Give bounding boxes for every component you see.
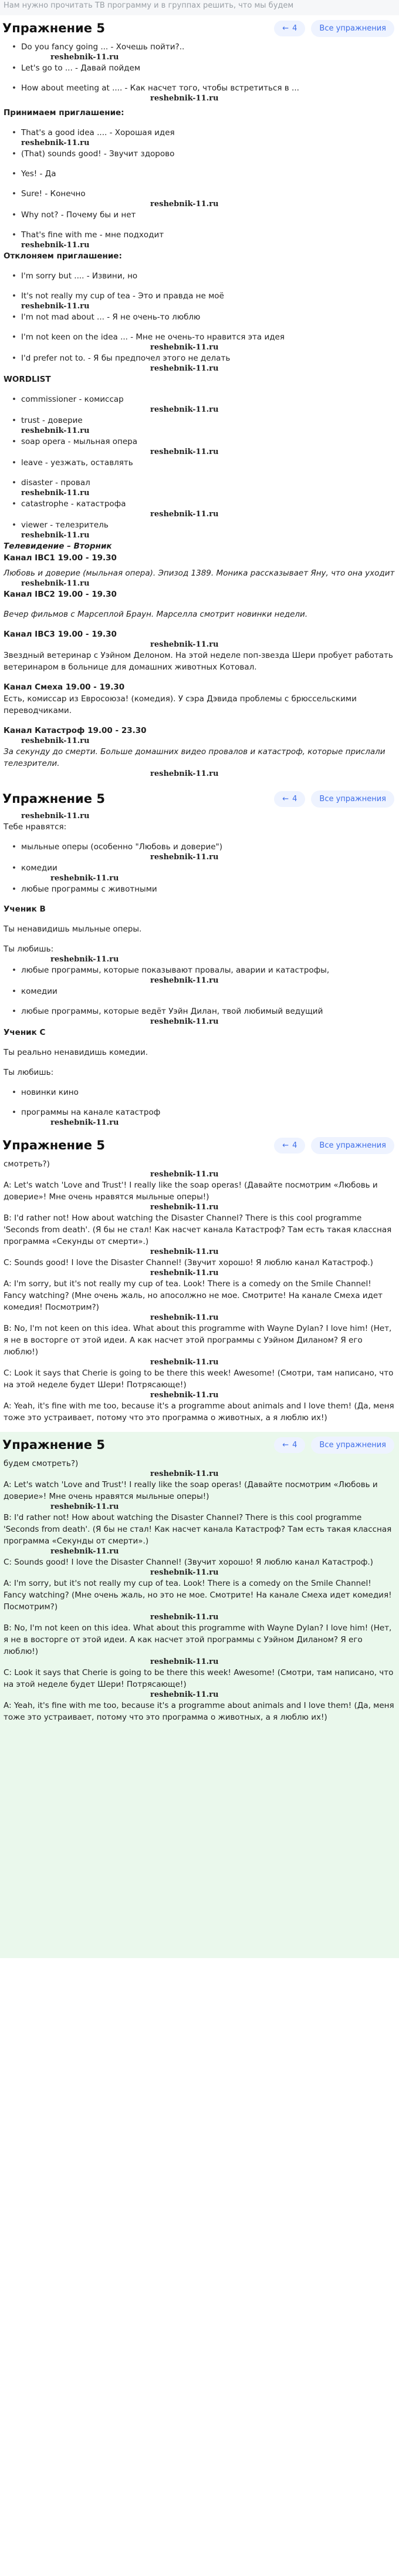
section-heading: WORDLIST [4, 375, 51, 384]
all-exercises-button[interactable]: Все упражнения [311, 20, 394, 37]
list-item: • (That) sounds good! - Звучит здорово [4, 148, 395, 160]
panel-title: Упражнение 5 [2, 21, 105, 35]
watermark: reshebnik-11.ru [150, 1247, 219, 1256]
text-line: Ты ненавидишь мыльные оперы. [4, 924, 142, 934]
arrow-left-icon: ← [282, 1141, 289, 1150]
list-item: • I'm sorry but .... - Извини, но [4, 270, 395, 282]
list-item: • I'm not keen on the idea ... - Мне не очень-то нравится эта идея [4, 331, 395, 343]
all-exercises-button[interactable]: Все упражнения [311, 1137, 394, 1154]
text-line: Ты любишь: [4, 944, 54, 954]
watermark: reshebnik-11.ru [150, 1358, 219, 1367]
channel-heading: Канал IBC3 19.00 - 19.30 [4, 630, 117, 639]
watermark: reshebnik-11.ru [150, 769, 219, 778]
list-item: • Yes! - Да [4, 168, 395, 180]
watermark: reshebnik-11.ru [50, 1118, 119, 1127]
list-item: • Sure! - Конечно [4, 188, 395, 200]
watermark: reshebnik-11.ru [150, 853, 219, 862]
list-item: • комедии [4, 862, 395, 874]
watermark: reshebnik-11.ru [21, 489, 90, 497]
arrow-left-icon: ← [282, 1440, 289, 1450]
watermark: reshebnik-11.ru [150, 1613, 219, 1622]
list-item: • Why not? - Почему бы и нет [4, 209, 395, 221]
exercise-panel-1 [0, 15, 399, 779]
watermark: reshebnik-11.ru [21, 812, 90, 820]
watermark: reshebnik-11.ru [50, 874, 119, 883]
panel-header [0, 1432, 399, 1458]
list-item: • новинки кино [4, 1087, 395, 1098]
section-heading: Телевидение – Вторник [4, 542, 112, 551]
watermark: reshebnik-11.ru [150, 1170, 219, 1179]
panel-header [0, 1132, 399, 1158]
list-item: • That's fine with me - мне подходит [4, 229, 395, 241]
dialogue-line: C: Sounds good! I love the Disaster Channel! (Звучит хорошо! Я люблю канал Катастроф.) [4, 1258, 373, 1267]
list-item: • любые программы, которые ведёт Уэйн Дилан, твой любимый ведущий [4, 1005, 395, 1017]
programme-description: Любовь и доверие (мыльная опера). Эпизод 1389. Моника рассказывает Яну, что она уходит [4, 569, 395, 578]
text-line: Ты любишь: [4, 1068, 54, 1077]
watermark: reshebnik-11.ru [150, 200, 219, 208]
watermark: reshebnik-11.ru [150, 343, 219, 352]
exercise-panel-2 [0, 786, 399, 1128]
list-item: • Do you fancy going ... - Хочешь пойти?.. [4, 41, 395, 53]
dialogue-line: A: Let's watch 'Love and Trust'! I really like the soap operas! (Давайте посмотрим «Любовь и доверие»! Мне очень нравятся мыльные оперы!) [4, 1181, 378, 1202]
watermark: reshebnik-11.ru [150, 640, 219, 649]
panel-title: Упражнение 5 [2, 792, 105, 806]
channel-heading: Канал Катастроф 19.00 - 23.30 [4, 726, 147, 735]
watermark: reshebnik-11.ru [150, 1657, 219, 1666]
watermark: reshebnik-11.ru [150, 1017, 219, 1026]
panel-title: Упражнение 5 [2, 1138, 105, 1152]
watermark: reshebnik-11.ru [150, 976, 219, 985]
watermark: reshebnik-11.ru [150, 1269, 219, 1277]
watermark: reshebnik-11.ru [21, 426, 90, 435]
top-hint: Нам нужно прочитать ТВ программу и в группах решить, что мы будем [0, 0, 399, 15]
student-heading: Ученик С [4, 1028, 46, 1037]
section-heading: Принимаем приглашение: [4, 108, 124, 117]
watermark: reshebnik-11.ru [150, 1690, 219, 1699]
list-item: • мыльные оперы (особенно "Любовь и доверие") [4, 841, 395, 853]
list-item: • leave - уезжать, оставлять [4, 457, 395, 469]
programme-description: Есть, комиссар из Евросоюза! (комедия). У сэра Дэвида проблемы с брюссельскими переводчиками. [4, 694, 357, 715]
watermark: reshebnik-11.ru [50, 1547, 119, 1556]
watermark: reshebnik-11.ru [150, 1203, 219, 1212]
list-item: • любые программы с животными [4, 883, 395, 895]
all-exercises-button[interactable]: Все упражнения [311, 791, 394, 808]
list-item: • commissioner - комиссар [4, 394, 395, 405]
channel-heading: Канал IBC2 19.00 - 19.30 [4, 590, 117, 599]
list-item: • программы на канале катастроф [4, 1107, 395, 1118]
watermark: reshebnik-11.ru [21, 241, 90, 250]
dialogue-line: A: Yeah, it's fine with me too, because it's a programme about animals and I love them! (Да, меня тоже это устраивает, потому что это программа о животных, а я люблю их!) [4, 1401, 394, 1422]
watermark: reshebnik-11.ru [150, 94, 219, 103]
exercise-panel-3 [0, 1132, 399, 1432]
arrow-left-icon: ← [282, 794, 289, 803]
panel-title: Упражнение 5 [2, 1438, 105, 1452]
watermark: reshebnik-11.ru [150, 1469, 219, 1478]
text-line: будем смотреть?) [4, 1459, 79, 1468]
back-button[interactable]: ← 4 [274, 791, 305, 807]
back-button[interactable]: ← 4 [274, 1138, 305, 1154]
dialogue-line: A: Yeah, it's fine with me too, because it's a programme about animals and I love them! (Да, меня тоже это устраивает, потому что это программа о животных, а я люблю их!) [4, 1701, 394, 1722]
dialogue-line: B: No, I'm not keen on this idea. What about this programme with Wayne Dylan? I love him! (Нет, я не в восторге от этой идеи. А как насчет этой программы с Уэйном Диланом? Я его люблю!) [4, 1623, 392, 1656]
watermark: reshebnik-11.ru [50, 955, 119, 964]
all-exercises-button[interactable]: Все упражнения [311, 1437, 394, 1454]
exercise-panel-4 [0, 1432, 399, 1958]
list-item: • trust - доверие [4, 415, 395, 426]
text-line: Ты реально ненавидишь комедии. [4, 1048, 148, 1057]
watermark: reshebnik-11.ru [150, 405, 219, 414]
panel-header [0, 786, 399, 812]
list-item: • Let's go to ... - Давай пойдем [4, 62, 395, 74]
dialogue-line: B: No, I'm not keen on this idea. What about this programme with Wayne Dylan? I love him! (Нет, я не в восторге от этой идеи. А как насчет этой программы с Уэйном Диланом? Я его люблю!) [4, 1324, 392, 1357]
dialogue-line: C: Look it says that Cherie is going to be there this week! Awesome! (Смотри, там написано, что на этой неделе будет Шери! Потрясающе!) [4, 1668, 394, 1689]
list-item: • комедии [4, 986, 395, 997]
watermark: reshebnik-11.ru [21, 579, 90, 588]
watermark: reshebnik-11.ru [21, 139, 90, 147]
dialogue-line: A: Let's watch 'Love and Trust'! I really like the soap operas! (Давайте посмотрим «Любовь и доверие»! Мне очень нравятся мыльные оперы!) [4, 1480, 378, 1501]
dialogue-line: C: Sounds good! I love the Disaster Channel! (Звучит хорошо! Я люблю канал Катастроф.) [4, 1558, 373, 1567]
list-item: • I'm not mad about ... - Я не очень-то люблю [4, 311, 395, 323]
watermark: reshebnik-11.ru [150, 510, 219, 519]
programme-description: Вечер фильмов с Марсеплой Браун. Марселла смотрит новинки недели. [4, 610, 308, 619]
channel-heading: Канал Смеха 19.00 - 19.30 [4, 682, 125, 692]
list-item: • I'd prefer not to. - Я бы предпочел этого не делать [4, 352, 395, 364]
watermark: reshebnik-11.ru [50, 1502, 119, 1511]
list-item: • любые программы, которые показывают провалы, аварии и катастрофы, [4, 964, 395, 976]
student-heading: Ученик В [4, 904, 46, 914]
back-button[interactable]: ← 4 [274, 1437, 305, 1453]
arrow-left-icon: ← [282, 23, 289, 33]
list-item: • soap opera - мыльная опера [4, 436, 395, 448]
watermark: reshebnik-11.ru [150, 1313, 219, 1322]
channel-heading: Канал IBC1 19.00 - 19.30 [4, 553, 117, 563]
watermark: reshebnik-11.ru [21, 302, 90, 311]
watermark: reshebnik-11.ru [150, 1391, 219, 1400]
watermark: reshebnik-11.ru [150, 448, 219, 456]
list-item: • That's a good idea .... - Хорошая идея [4, 127, 395, 139]
programme-description: За секунду до смерти. Больше домашних видео провалов и катастроф, которые прислали телезрители. [4, 747, 386, 768]
list-item: • catastrophe - катастрофа [4, 498, 395, 510]
text-line: Тебе нравятся: [4, 822, 67, 832]
list-item: • How about meeting at .... - Как насчет того, чтобы встретиться в ... [4, 82, 395, 94]
dialogue-line: B: I'd rather not! How about watching the Disaster Channel? There is this cool programme 'Seconds from death'. (Я бы не стал! Как насчет канала Катастроф? Там есть такая классная программа «Секунды от смерти».) [4, 1213, 392, 1246]
dialogue-line: C: Look it says that Cherie is going to be there this week! Awesome! (Смотри, там написано, что на этой неделе будет Шери! Потрясающе!) [4, 1368, 394, 1390]
list-item: • disaster - провал [4, 477, 395, 489]
dialogue-line: B: I'd rather not! How about watching the Disaster Channel? There is this cool programme 'Seconds from death'. (Я бы не стал! Как насчет канала Катастроф? Там есть такая классная программа «Секунды от смерти».) [4, 1513, 392, 1546]
panel-header [0, 15, 399, 41]
watermark: reshebnik-11.ru [50, 53, 119, 62]
programme-description: Звездный ветеринар с Уэйном Делоном. На этой неделе поп-звезда Шери пробует работать ветеринаром в больнице для домашних животных Котовал. [4, 651, 393, 672]
dialogue-line: A: I'm sorry, but it's not really my cup of tea. Look! There is a comedy on the Smile Channel! Fancy watching? (Мне очень жаль, но это не мое. Смотрите! На канале Смеха идет комедия! Посмотрим?) [4, 1579, 392, 1612]
watermark: reshebnik-11.ru [150, 1568, 219, 1577]
watermark: reshebnik-11.ru [21, 737, 90, 745]
section-heading: Отклоняем приглашение: [4, 251, 122, 261]
text-line: смотреть?) [4, 1159, 50, 1169]
list-item: • It's not really my cup of tea - Это и правда не моё [4, 290, 395, 302]
back-button[interactable]: ← 4 [274, 21, 305, 36]
watermark: reshebnik-11.ru [21, 531, 90, 540]
list-item: • viewer - телезритель [4, 519, 395, 531]
watermark: reshebnik-11.ru [150, 364, 219, 373]
dialogue-line: A: I'm sorry, but it's not really my cup of tea. Look! There is a comedy on the Smile Channel! Fancy watching? (Мне очень жаль, но апосолжно не мое. Смотрите! На канале Смеха идет комедия! Посмотрим?) [4, 1279, 383, 1312]
